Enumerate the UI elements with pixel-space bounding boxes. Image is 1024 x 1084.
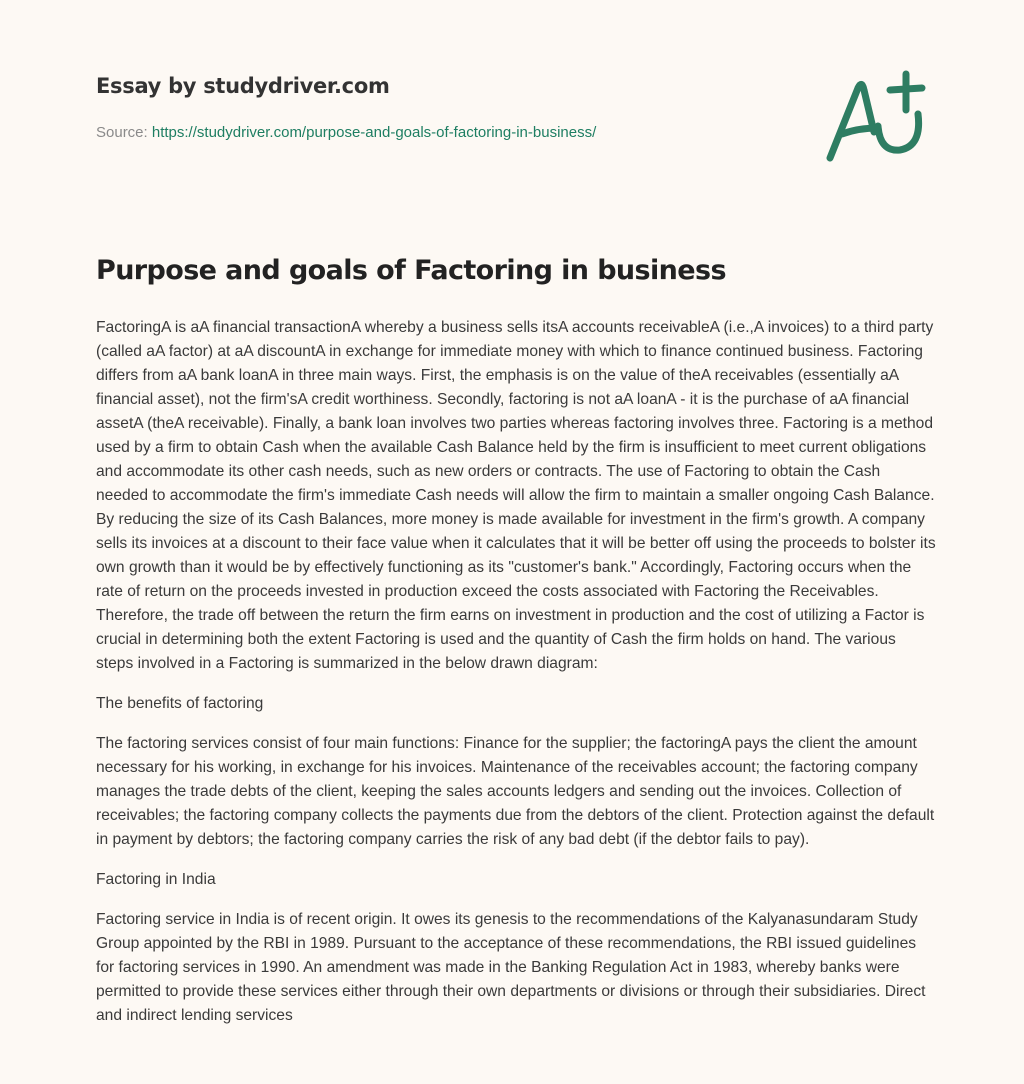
source-line [96,124,596,141]
paragraph-intro: FactoringA is aA financial transactionA whereby a business sells itsA accounts receivableA (i.e.,A invoices) to a third party (called aA factor) at aA discountA in exchange for immediate money with which to finance continued business. Factoring differs from aA bank loanA in three main ways. First, the emphasis is on the value of theA receivables (essentially aA financial asset), not the firm'sA credit worthiness. Secondly, factoring is not aA loanA - it is the purchase of aA financial assetA (theA receivable). Finally, a bank loan involves two parties whereas factoring involves three. Factoring is a method used by a firm to obtain Cash when the available Cash Balance held by the firm is insufficient to meet current obligations and accommodate its other cash needs, such as new orders or contracts. The use of Factoring to obtain the Cash needed to accommodate the firm's immediate Cash needs will allow the firm to maintain a smaller ongoing Cash Balance. By reducing the size of its Cash Balances, more money is made available for investment in the firm's growth. A company sells its invoices at a discount to their face value when it calculates that it will be better off using the proceeds to bolster its own growth than it would be by effectively functioning as its "customer's bank." Accordingly, Factoring occurs when the rate of return on the proceeds invested in production exceed the costs associated with Factoring the Receivables. Therefore, the trade off between the return the firm earns on investment in production and the cost of utilizing a Factor is crucial in determining both the extent Factoring is used and the quantity of Cash the firm holds on hand. The various steps involved in a Factoring is summarized in the below drawn diagram: [96,319,936,672]
source-label: Source: [96,124,152,141]
a-plus-grade-icon [818,66,930,166]
page-header [96,74,936,141]
paragraph-india: Factoring service in India is of recent origin. It owes its genesis to the recommendations of the Kalyanasundaram Study Group appointed by the RBI in 1989. Pursuant to the acceptance of these recommendations, the RBI issued guidelines for factoring services in 1990. An amendment was made in the Banking Regulation Act in 1983, whereby banks were permitted to provide these services either through their own departments or divisions or through their subsidiaries. Direct and indirect lending services [96,911,926,1024]
brand-title: Essay by studydriver.com [96,74,390,98]
source-link[interactable]: https://studydriver.com/purpose-and-goals-of-factoring-in-business/ [151,124,597,141]
subheading-benefits: The benefits of factoring [96,695,264,712]
essay-body [96,316,936,1044]
paragraph-benefits: The factoring services consist of four main functions: Finance for the supplier; the factoringA pays the client the amount necessary for his working, in exchange for his invoices. Maintenance of the receivables account; the factoring company manages the trade debts of the client, keeping the sales accounts ledgers and sending out the invoices. Collection of receivables; the factoring company collects the payments due from the debtors of the client. Protection against the default in payment by debtors; the factoring company carries the risk of any bad debt (if the debtor fails to pay). [96,735,935,848]
subheading-india: Factoring in India [96,871,216,888]
essay-title: Purpose and goals of Factoring in business [96,255,726,286]
